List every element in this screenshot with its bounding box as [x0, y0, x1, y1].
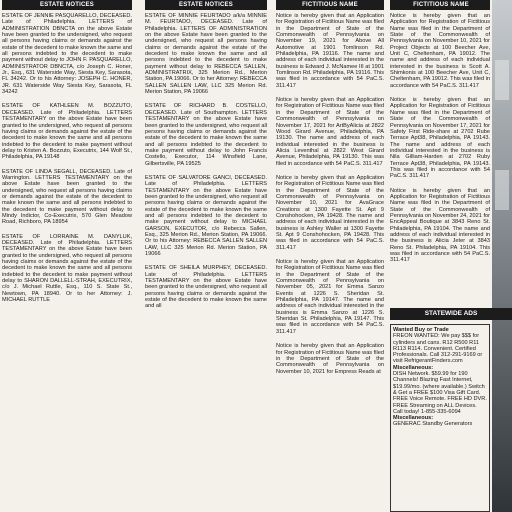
- estate-notice: [2, 13, 132, 95]
- notice-text: Notice is hereby given that an Application for Registration of Fictitious Name was filed in the Department of State of the Commonwealth of Pennsylvania on November 19, 2021 for Above All Automotive at 1901 Tomlinson Rd. Philadelphia, PA 19116. The name and address of each individual interested in the business is Edward J. McNamee III at 1901 Tomlinson Rd. Philadelphia, PA 19116. This was filed in accordance with 54 PaC.S. 311.417: [276, 13, 384, 89]
- photo-highlight: [495, 60, 509, 100]
- estate-notice: [2, 169, 132, 226]
- estate-notice: [2, 103, 132, 160]
- fictitious-notice: [390, 188, 490, 264]
- notice-text: Notice is hereby given that an Application for Registration of Fictitious Name was filed in the Department of State of the Commonwealth of Pennsylvania on November 05, 2021 for Emma Sanzo Events at 1226 S. Sheridan St. Philadelphia, PA 19147. The name and address of each individual interested in the business is Emma Sanzo at 1226 S. Sheridan St. Philadelphia, PA 19147. This was filed in accordance with 54 PaC.S. 311.417: [276, 259, 384, 335]
- statewide-ads-header: STATEWIDE ADS: [390, 308, 512, 320]
- notice-text: Notice is hereby given that an Application for Registration of Fictitious Name was filed in the Department of State of the Commonwealth of Pennsylvania on November 10, 2021 for AvaGrace Creations at 1300 Fayette St. Apt 9 Conshohocken, PA 19428. The name and address of each individual interested in the business is Ashley Waller at 1300 Fayette St. Apt 9 Conshohocken, PA 19428. This was filed in accordance with 54 PaC.S. 311.417: [276, 174, 384, 251]
- notice-text: ESTATE OF KATHLEEN M. BOZZUTO, DECEASED. Late of Philadelphia. LETTERS TESTAMENTARY on the above Estate have been granted to the undersigned, who request all persons having claims or demands against the estate of the decedent to make known the same and all persons indebted to the decedent to make payment without delay to Kristen A. Bozzuto, Executrix, 144 Wolf St., Philadelphia, PA 19148: [2, 103, 132, 161]
- fictitious-notice: [390, 13, 490, 89]
- notice-text: ESTATE OF SALVATORE GANCI, DECEASED. Late of Philadelphia. LETTERS TESTAMENTARY on the above Estate have been granted to the undersigned, who request all persons having claims or demands against the estate of the decedent to make known the same and all persons indebted to the decedent to make payment without delay to MICHAEL GARSON, EXECUTOR, c/o Rebecca Sallen, Esq., 325 Merion Rd., Merion Station, PA 19066. Or to his Attorney: REBECCA SALLEN SALLEN LAW, LLC 325 Merion Rd. Merion Station, PA 19066: [145, 174, 267, 258]
- fictitious-notice: [276, 343, 384, 375]
- photo-highlight: [495, 170, 509, 210]
- fictitious-notice: [276, 259, 384, 335]
- fictitious-notice: [276, 13, 384, 89]
- fictitious-notice: [276, 175, 384, 251]
- notice-text: ESTATE OF LORRAINE M. DANYLUK, DECEASED. Late of Philadelphia. LETTERS TESTAMENTARY on the above Estate have been granted to the undersigned, who request all persons having claims or demands against the estate of the decedent to make known the same and all persons indebted to the decedent to make payment without delay to SHARON DALLELL-STRAH, EXECUTRIX, c/o J. Michael Ruttle, Esq., 110 S. State St., Newtown, PA 18940. Or to her Attorney: J. MICHAEL RUTTLE: [2, 233, 132, 304]
- ad-title: Wanted Buy or Trade: [393, 327, 449, 333]
- notice-text: ESTATE OF SHEILA MURPHEY, DECEASED. Late of Philadelphia. LETTERS TESTAMENTARY on the above Estate have been granted to the undersigned, who request all persons having claims or demands against the estate of the decedent to make known the same and all: [145, 265, 267, 310]
- estate-notices-column-1: [2, 0, 132, 512]
- notice-text: Notice is hereby given that an Application for Registration of Fictitious Name was filed in the Department of State of the Commonwealth of Pennsylvania on November 17, 2021 for ArtByAlicia at 2822 Wood Girard Avenue, Philadelphia, PA 19130. The name and address of each individual interested in the business is Alicia Leventhal at 2822 West Girard Avenue, Philadelphia, PA 19130. This was filed in accordance with 54 PaC.S. 311.417: [276, 97, 384, 167]
- estate-notice: [145, 175, 267, 257]
- photo-edge: [492, 0, 512, 512]
- estate-notice: [2, 234, 132, 304]
- fictitious-notice: [390, 97, 490, 179]
- notice-text: ESTATE OF LINDA SEGALL, DECEASED. Late of Warrington. LETTERS TESTAMENTARY on the above Estate have been granted to the undersigned, who request all persons having claims or demands against the estate of the decedent to make known the same and all persons indebted to the decedent to make payment without delay to Mindy Indictor, Co-Executrix, 570 Glen Meadow Road, Richboro, PA 18954: [2, 168, 132, 226]
- ad-body: DISH Network. $59.99 for 190 Channels! Blazing Fast Internet, $19.99/mo. (where available.) Switch & Get a FREE $100 Visa Gift Card. FREE Voice Remote. FREE HD DVR. FREE Streaming on ALL Devices. Call today! 1-855-335-6094: [393, 371, 487, 415]
- ad-section: Miscellaneous:: [393, 415, 434, 422]
- ad-body: GENERAC Standby Generators: [393, 421, 473, 428]
- notice-text: Notice is hereby given that an Application for Registration of Fictitious Name was filed in the Department of State of the Commonwealth of Pennsylvania on November 24, 2021 for EncAppeal Boutique at 3843 Reno St. Philadelphia, PA 19104. The name and address of each individual interested in the business is Alicia Jeter at 3843 Reno St. Philadelphia, PA 19104. This was filed in accordance with 54 PaC.S. 311.417: [390, 187, 490, 264]
- ad-section: Miscellaneous:: [393, 364, 434, 371]
- fictitious-name-column-1: [276, 0, 384, 512]
- column-header: ESTATE NOTICES: [2, 0, 132, 10]
- notice-text: Notice is hereby given that an Application for Registration of Fictitious Name was filed in the Department of State of the Commonwealth of Pennsylvania on November 10, 2021 for Project Objects at 100 Beecher Ave, Unit C, Cheltenham, PA 19012. The name and address of each individual interested in the business is Scott A. Shimkonis at 100 Beecher Ave, Unit C, Cheltenham, PA 19012. This was filed in accordance with 54 PaC.S. 311.417: [390, 13, 490, 89]
- fictitious-notice: [276, 97, 384, 167]
- notice-text: ESTATE OF MINNIE FEURTADO a/k/a MINNIE M. FEURTADO, DECEASED. Late of Philadelphia. LETTERS OF ADMINISTRATION on the above Estate have been granted to the undersigned, who request all persons having claims or demands against the estate of the decedent to make known the same and all persons indebted to the decedent to make payment without delay to REBECCA SALLEN, ADMINISTRATRIX, 325 Merion Rd., Merion Station, PA 19066. Or to her Attorney: REBECCA SALLEN SALLEN LAW, LLC 325 Merion Rd. Merion Station, PA 19066: [145, 13, 267, 96]
- estate-notice: [145, 103, 267, 166]
- estate-notices-column-2: [145, 0, 267, 512]
- column-header: FICTITIOUS NAME: [390, 0, 490, 10]
- classified-ad-box: [390, 324, 490, 512]
- ad-body: FREON WANTED: We pay $$$ for cylinders and cans. R12 R500 R11 R113 R114. Convenient. Certified Professionals. Call 312-291-9169 or visit RefrigerantFinders.com: [393, 333, 483, 365]
- estate-notice: [145, 13, 267, 95]
- estate-notice: [145, 265, 267, 309]
- notice-text: Notice is hereby given that an Application for Registration of Fictitious Name was filed in the Department of State of the Commonwealth of Pennsylvania on November 17, 2021 for Safety First Ride-share at 2702 Rube Terrace Apt38, Philadelphia, PA 19143. The name and address of each individual interested in the business is Nila Gilliam-Harden at 2702 Ruby Terrace Apt38, Philadelphia, PA 19143. This was filed in accordance with 54 PaC.S. 311.417: [390, 97, 490, 180]
- notice-text: ESTATE OF JENNIE PASQUARELLO, DECEASED. Late of Philadelphia. LETTERS of ADMINISTRATION DBNCTA on the above Estate have been granted to the undersigned, who request all persons having claims or demands against the estate of the decedent to make known the same and all persons indebted to the decedent to make payment without delay to JOHN F. PASQUARELLO, ADMINISTRATOR DBNCTA, c/o Joseph C. Honer, Jr., Esq., 631 Waterside Way, Siesta Key, Sarasota, FL 34242. Or to his Attorney: JOSEPH C. HONER, JR. 631 Waterside Way Siesta Key, Sarasota, FL 34242: [2, 13, 132, 96]
- notice-text: ESTATE OF RICHARD B. COSTELLO, DECEASED. Late of Southampton. LETTERS TESTAMENTARY on the above Estate have been granted to the undersigned, who request all persons having claims or demands against the estate of the decedent to make known the same and all persons indebted to the decedent to make payment without delay to John Francis Costello, Executor, 114 Winsfield Lane, Gilbertsville, PA 19525: [145, 103, 267, 167]
- column-header: ESTATE NOTICES: [145, 0, 267, 10]
- column-header: FICTITIOUS NAME: [276, 0, 384, 10]
- notice-text: Notice is hereby given that an Application for Registration of Fictitious Name was filed in the Department of State of the Commonwealth of Pennsylvania on November 10, 2021 for Empress Reads at: [276, 343, 384, 375]
